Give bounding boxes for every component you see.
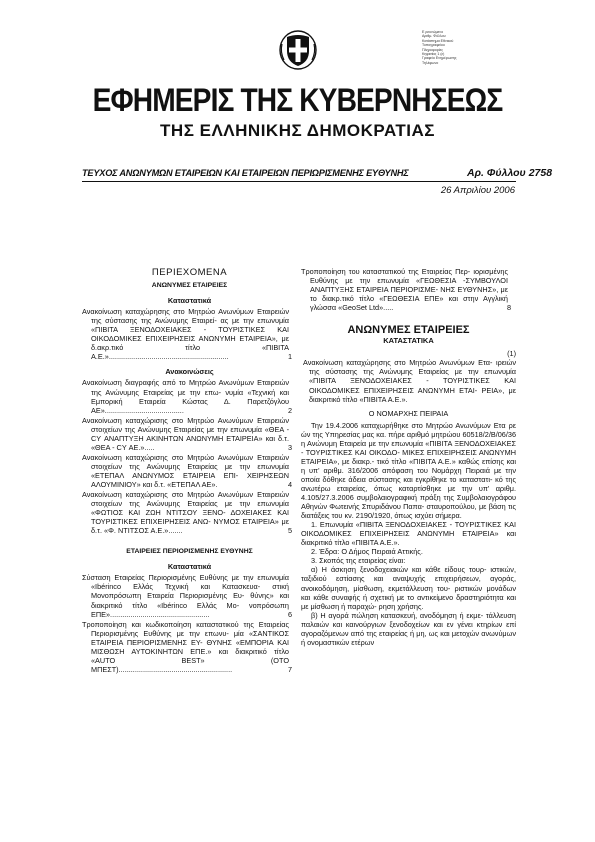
colophon-line: Πληροφορίες xyxy=(422,47,443,52)
colophon-line: Ε ρευνώμενο xyxy=(422,30,444,34)
category-heading: ΚΑΤΑΣΤΑΤΙΚΑ xyxy=(383,336,434,346)
contents-entry[interactable]: Ανακοίνωση καταχώρησης στο Μητρώο Ανωνύμων Εταιρειών της σύστασης της Ανώνυμης Εταιρεί- ας με την επωνυμία «ΠΙΒΙΤΑ ΞΕΝΟΔΟΧΕΙΑΚΕΣ - ΤΟΥΡΙΣΤΙΚΕΣ ΚΑΙ ΟΙΚΟΔΟΜΙΚΕΣ ΕΠΙΧΕΙΡΗΣΕΙΣ ΑΝΩΝΥΜΗ ΕΤΑΙΡΕΙΑ», με δ.ακρ.τικό τίτλο «ΠΙΒΙΤΑ Α.Ε.»........................................................... 1 xyxy=(82,307,293,362)
contents-entry[interactable]: Ανακοίνωση καταχώρισης στο Μητρώο Ανωνύμων Εταιρειών στοιχείων της Ανώνυμης Εταιρείας με την επωνυμία «ΘΕΑ - CY ΑΝΑΠΤΥΞΗ ΑΚΙΝΗΤΩΝ ΑΝΩΝΥΜΗ ΕΤΑΙΡΕΙΑ» και δ.τ. «ΘΕΑ - CY ΑΕ.»..... 3 xyxy=(82,415,293,452)
entry-text: Τροποποίηση του καταστατικού της Εταιρείας Περ- ιορισμένης Ευθύνης με την επωνυμία «ΓΕΩΘΕΣΙΑ -ΣΥΜΒΟΥΛΟΙ ΑΝΑΠΤΥΞΗΣ ΕΤΑΙΡΕΙΑ ΠΕΡΙΟΡΙΣΜΕ- ΝΗΣ ΕΥΘΥΝΗΣ», με το διακρ.τικό τίτλο «ΓΕΩΘΕΣΙΑ ΕΠΕ» και στην Αγγλική γλώσσα «GeoSet Ltd»..... xyxy=(301,267,508,313)
entry-text: Τροποποίηση και κωδικοποίηση καταστατικού της Εταιρείας Περιορισμένης Ευθύνης με την επωνυ- μία «ΣΑΝΤΙΚΟΣ ΕΤΑΙΡΕΙΑ ΠΕΡΙΟΡΙΣΜΕΝΗΣ ΕΥ- ΘΥΝΗΣ «ΕΜΠΟΡΙΑ ΚΑΙ ΜΙΣΘΩΣΗ ΑΥΤΟΚΙΝΗΤΩΝ ΕΠΕ.» και διακριτικό τίτλο «AUTO BEST» (ΟΤΟ ΜΠΕΣΤ)........................................................ xyxy=(82,619,289,674)
header-rule xyxy=(82,181,516,182)
contents-entry[interactable]: Ανακοίνωση καταχώρισης στο Μητρώο Ανωνύμων Εταιρειών στοιχείων της Ανώνυμης Εταιρείας με την επωνυμία «ΕΤΕΠΑΛ ΑΝΩΝΥΜΟΣ ΕΤΑΙΡΕΙΑ ΕΠΙ- ΧΕΙΡΗΣΕΩΝ ΑΛΟΥΜΙΝΙΟΥ» και δ.τ. «ΕΤΕΠΑΛ ΑΕ». 4 xyxy=(82,452,293,489)
colophon-line: Γραφείο Ενημέρωσης xyxy=(422,56,457,61)
item-number: (1) xyxy=(507,349,516,359)
body-paragraph: Την 19.4.2006 καταχωρήθηκε στο Μητρώο Ανωνύμων Ετα ρε ών της Υπηρεσίας μας κα. πήρε αριθμό μητρώου 60518/2/Β/06/36 η Ανώνυμη Εταιρεία με την επωνυμία «ΠΙΒΙΤΑ ΞΕΝΟΔΟΧΕΙΑΚΕΣ - ΤΟΥΡΙΣΤΙΚΕΣ ΚΑΙ ΟΙΚΟΔΟ- ΜΙΚΕΣ ΕΠΙΧΕΙΡΗΣΕΙΣ ΑΝΩΝΥΜΗ ΕΤΑΙΡΕΙΑ», με διακρ.- τικό τίτλο «ΠΙΒΙΤΑ Α.Ε.» καθώς επίσης και η υπ' αριθμ. 316/2006 απόφαση του Νομάρχη Πειραιά με την οποία δόθηκε άδεια σύστασης και εγκρίθηκε το καταστατι- κό της ανωτέρω εταιρείας, όπως καταρτίσθηκε με την υπ' αριθμ. 4.105/27.3.2006 συμβολαιογραφική πράξη της Συμβολαιογράφου Αθηνών Φωτεινής Σπυριδάνου Παπα- σταυροπούλου, με βάση τις διατάξεις του κν. 2190/1920, όπως ισχύει σήμερα. xyxy=(301,420,516,521)
contents-entry[interactable]: Τροποποίηση και κωδικοποίηση καταστατικού της Εταιρείας Περιορισμένης Ευθύνης με την επωνυ- μία «ΣΑΝΤΙΚΟΣ ΕΤΑΙΡΕΙΑ ΠΕΡΙΟΡΙΣΜΕΝΗΣ ΕΥ- ΘΥΝΗΣ «ΕΜΠΟΡΙΑ ΚΑΙ ΜΙΣΘΩΣΗ ΑΥΤΟΚΙΝΗΤΩΝ ΕΠΕ.» και διακριτικό τίτλο «AUTO BEST» (ΟΤΟ ΜΠΕΣΤ)........................................................ 7 xyxy=(82,619,293,674)
section-heading: ΑΝΩΝΥΜΕΣ ΕΤΑΙΡΕΙΕΣ xyxy=(347,324,470,337)
entry-text: Ανακοίνωση καταχώρισης στο Μητρώο Ανωνύμων Εταιρειών στοιχείων της Ανώνυμης Εταιρείας με την επωνυμία «ΦΩΤΙΟΣ ΚΑΙ ΖΩΗ ΝΤΙΤΣΟΥ ΞΕΝΟ- ΔΟΧΕΙΑΚΕΣ ΚΑΙ ΤΟΥΡΙΣΤΙΚΕΣ ΕΠΙΧΕΙΡΗΣΕΙΣ ΑΝΩ- ΝΥΜΟΣ ΕΤΑΙΡΕΙΑ» με δ.τ. «Φ. ΝΤΙΤΣΟΣ Α.Ε.»....... xyxy=(82,490,289,536)
gazette-title: ΕΦΗΜΕΡΙΣ ΤΗΣ ΚΥΒΕΡΝΗΣΕΩΣ xyxy=(92,82,503,118)
colophon-line: Τυπογραφείου xyxy=(422,43,445,48)
entry-text: Ανακοίνωση διαγραφής από το Μητρώο Ανωνύμων Εταιρειών της Ανώνυμης Εταιρείας με την επω- νυμία «Τεχνική και Εμπορική Εταιρεία Κώστας Δ. Παρετζόγλου ΑΕ»....................................... xyxy=(82,378,289,415)
subsection-heading: Καταστατικά xyxy=(167,562,212,572)
contents-entry[interactable]: Τροποποίηση του καταστατικού της Εταιρείας Περ- ιορισμένης Ευθύνης με την επωνυμία «ΓΕΩΘΕΣΙΑ -ΣΥΜΒΟΥΛΟΙ ΑΝΑΠΤΥΞΗΣ ΕΤΑΙΡΕΙΑ ΠΕΡΙΟΡΙΣΜΕ- ΝΗΣ ΕΥΘΥΝΗΣ», με το διακρ.τικό τίτλο «ΓΕΩΘΕΣΙΑ ΕΠΕ» και στην Αγγλική γλώσσα «GeoSet Ltd»..... 8 xyxy=(301,267,512,313)
gazette-subtitle: ΤΗΣ ΕΛΛΗΝΙΚΗΣ ΔΗΜΟΚΡΑΤΙΑΣ xyxy=(160,121,435,140)
body-paragraph: 2. Έδρα: Ο Δήμος Πειραιά Αττικής. xyxy=(311,547,423,557)
subsection-heading: Ανακοινώσεις xyxy=(165,367,214,377)
colophon-line: Κηφισίας 1 (ε) xyxy=(422,52,445,57)
body-paragraph: 3. Σκοπός της εταιρείας είναι: xyxy=(311,556,406,566)
body-paragraph: 1. Επωνυμία «ΠΙΒΙΤΑ ΞΕΝΟΔΟΧΕΙΑΚΕΣ - ΤΟΥΡΙΣΤΙΚΕΣ ΚΑΙ ΟΙΚΟΔΟΜΙΚΕΣ ΕΠΙΧΕΙΡΗΣΕΙΣ ΑΝΩΝΥΜΗ ΕΤΑΙΡΕΙΑ» και διακριτικό τίτλο «ΠΙΒΙΤΑ Α.Ε.». xyxy=(301,520,516,548)
publisher-colophon xyxy=(422,30,484,65)
contents-entry[interactable]: Ανακοίνωση καταχώρισης στο Μητρώο Ανωνύμων Εταιρειών στοιχείων της Ανώνυμης Εταιρείας με την επωνυμία «ΦΩΤΙΟΣ ΚΑΙ ΖΩΗ ΝΤΙΤΣΟΥ ΞΕΝΟ- ΔΟΧΕΙΑΚΕΣ ΚΑΙ ΤΟΥΡΙΣΤΙΚΕΣ ΕΠΙΧΕΙΡΗΣΕΙΣ ΑΝΩ- ΝΥΜΟΣ ΕΤΑΙΡΕΙΑ» με δ.τ. «Φ. ΝΤΙΤΣΟΣ Α.Ε.»....... 5 xyxy=(82,490,293,536)
prefect-heading: Ο ΝΟΜΑΡΧΗΣ ΠΕΙΡΑΙΑ xyxy=(368,408,449,418)
body-paragraph: α) Η άσκηση ξενοδοχειακών και κάθε είδους τουρ- ιστικών, ταξιδιού εστίασης και αναψυχής επιχειρήσεων, αγοράς, ανοικοδόμηση, μίσθωση, εκμετάλλευση του- ριστικών μονάδων και κάθε συναφής ή σχετική με το αντικείμενο δραστηριότητα και με μίσθωση ή παραχώ- ρηση χρήσης. xyxy=(301,565,516,611)
colophon-line: Αριθμ. Φύλλου xyxy=(422,34,446,39)
entry-text: Σύσταση Εταιρείας Περιορισμένης Ευθύνης με την επωνυμία «Ibérinco Ελλάς Τεχνική και Κατασκευα- στική Μονοπρόσωπη Εταιρεία Περιορισμένης Ευ- θύνης» και διακριτικό τίτλο «Ibérinco Ελλάς Μο- νοπρόσωπη ΕΠΕ»................................................. xyxy=(82,573,289,619)
body-column xyxy=(301,267,516,647)
contents-entry[interactable]: Σύσταση Εταιρείας Περιορισμένης Ευθύνης με την επωνυμία «Ibérinco Ελλάς Τεχνική και Κατασκευα- στική Μονοπρόσωπη Εταιρεία Περιορισμένης Ευ- θύνης» και διακριτικό τίτλο «Ibérinco Ελλάς Μο- νοπρόσωπη ΕΠΕ»................................................. 6 xyxy=(82,573,293,619)
colophon-line: Κατάστημα Εθνικού xyxy=(422,38,454,43)
contents-title: ΠΕΡΙΕΧΟΜΕΝΑ xyxy=(151,267,228,278)
issue-type: ΤΕΥΧΟΣ ΑΝΩΝΥΜΩΝ ΕΤΑΙΡΕΙΩΝ ΚΑΙ ΕΤΑΙΡΕΙΩΝ ΠΕΡΙΩΡΙΣΜΕΝΗΣ ΕΥΘΥΝΗΣ xyxy=(82,168,409,178)
entry-text: Ανακοίνωση καταχώρισης στο Μητρώο Ανωνύμων Εταιρειών στοιχείων της Ανώνυμης Εταιρείας με την επωνυμία «ΕΤΕΠΑΛ ΑΝΩΝΥΜΟΣ ΕΤΑΙΡΕΙΑ ΕΠΙ- ΧΕΙΡΗΣΕΩΝ ΑΛΟΥΜΙΝΙΟΥ» και δ.τ. «ΕΤΕΠΑΛ ΑΕ». xyxy=(82,452,289,489)
issue-date: 26 Απριλίου 2006 xyxy=(440,185,515,196)
announcement-title: Ανακοίνωση καταχώρησης στο Μητρώο Ανωνύμων Ετα- ιρειών της σύστασης της Ανώνυμης Εταιρείας με την επωνυμία «ΠΙΒΙΤΑ ΞΕΝΟΔΟΧΕΙΑΚΕΣ - ΤΟΥΡΙΣΤΙΚΕΣ ΚΑΙ ΟΙΚΟΔΟΜΙΚΕΣ ΕΠΙΧΕΙΡΗΣΕΙΣ ΑΝΩΝΥΜΗ ΕΤΑΙ- ΡΕΙΑ», με διακριτικό τίτλο «ΠΙΒΙΤΑ Α.Ε.». xyxy=(303,358,516,404)
entry-text: Ανακοίνωση καταχώρησης στο Μητρώο Ανωνύμων Εταιρειών της σύστασης της Ανώνυμης Εταιρεί- ας με την επωνυμία «ΠΙΒΙΤΑ ΞΕΝΟΔΟΧΕΙΑΚΕΣ - ΤΟΥΡΙΣΤΙΚΕΣ ΚΑΙ ΟΙΚΟΔΟΜΙΚΕΣ ΕΠΙΧΕΙΡΗΣΕΙΣ ΑΝΩΝΥΜΗ ΕΤΑΙΡΕΙΑ», με δ.ακρ.τικό τίτλο «ΠΙΒΙΤΑ Α.Ε.»........................................................... xyxy=(82,307,289,362)
subsection-heading: Καταστατικά xyxy=(167,296,212,306)
greek-coat-of-arms-emblem xyxy=(278,30,318,70)
contents-column xyxy=(82,268,297,675)
section-heading: ΑΝΩΝΥΜΕΣ ΕΤΑΙΡΕΙΕΣ xyxy=(151,282,228,290)
body-paragraph: β) Η αγορά πώληση κατασκευή, ανοδόμηση ή εκμε- τάλλευση παλαιών και καινούργιων ξενοδοχείων και εν γένει κτηρίων επί αγοραζόμενων από της εταιρείας ή μη, ως και μετοχών ανωνύμων ή ονομαστικών ετέρων xyxy=(301,610,516,647)
entry-text: Ανακοίνωση καταχώρισης στο Μητρώο Ανωνύμων Εταιρειών στοιχείων της Ανώνυμης Εταιρείας με την επωνυμία «ΘΕΑ - CY ΑΝΑΠΤΥΞΗ ΑΚΙΝΗΤΩΝ ΑΝΩΝΥΜΗ ΕΤΑΙΡΕΙΑ» και δ.τ. «ΘΕΑ - CY ΑΕ.»..... xyxy=(82,415,289,452)
colophon-line: Τηλέφωνο xyxy=(422,60,439,65)
sheet-number: Αρ. Φύλλου 2758 xyxy=(467,167,553,179)
section-heading: ΕΤΑΙΡΕΙΕΣ ΠΕΡΙΟΡΙΣΜΕΝΗΣ ΕΥΘΥΝΗΣ xyxy=(126,548,253,556)
contents-entry[interactable]: Ανακοίνωση διαγραφής από το Μητρώο Ανωνύμων Εταιρειών της Ανώνυμης Εταιρείας με την επω- νυμία «Τεχνική και Εμπορική Εταιρεία Κώστας Δ. Παρετζόγλου ΑΕ»....................................... 2 xyxy=(82,378,293,415)
